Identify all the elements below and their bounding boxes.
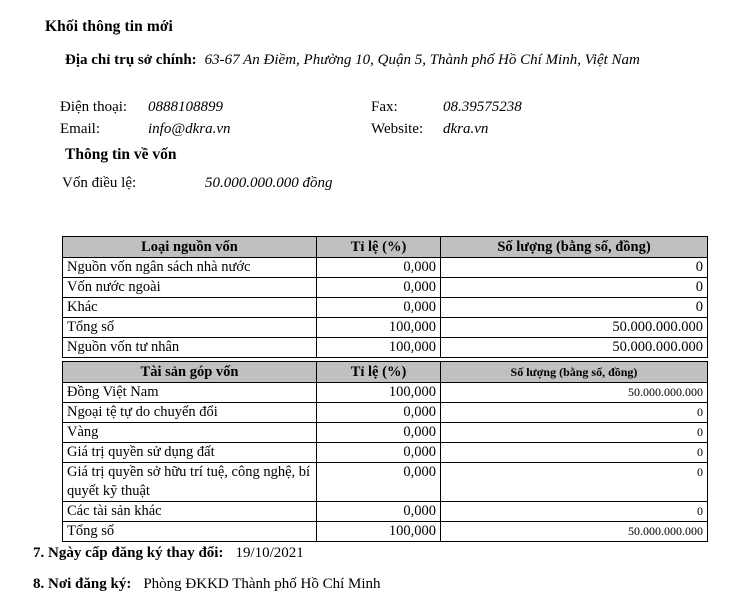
registered-address-value: 63-67 An Điềm, Phường 10, Quận 5, Thành phố Hồ Chí Minh, Việt Nam xyxy=(204,52,640,68)
table-row xyxy=(63,258,708,278)
table-header-row xyxy=(63,362,708,383)
cell-amount: 50.000.000.000 xyxy=(441,383,708,403)
charter-capital-row xyxy=(62,173,462,194)
cell-row-label-text: Giá trị quyền sở hữu trí tuệ, công nghệ, bí quyết kỹ thuật xyxy=(67,464,311,499)
cell-row-label xyxy=(63,423,317,443)
change-date-label: 7. Ngày cấp đăng ký thay đổi: xyxy=(33,545,224,561)
table-row xyxy=(63,403,708,423)
cell-ratio: 100,000 xyxy=(317,522,441,542)
column-header-asset-type: Tài sản góp vốn xyxy=(63,362,317,383)
table-row xyxy=(63,463,708,502)
cell-amount: 0 xyxy=(441,298,708,318)
cell-ratio: 0,000 xyxy=(317,278,441,298)
cell-ratio: 0,000 xyxy=(317,403,441,423)
cell-amount: 50.000.000.000 xyxy=(441,338,708,358)
registration-office-label: 8. Nơi đăng ký: xyxy=(33,576,132,592)
capital-section-title: Thông tin về vốn xyxy=(65,146,177,163)
contact-line-email-website xyxy=(60,118,700,140)
cell-row-label-text: Ngoại tệ tự do chuyển đổi xyxy=(67,404,218,420)
cell-amount: 0 xyxy=(441,463,708,502)
table-row xyxy=(63,318,708,338)
cell-ratio: 0,000 xyxy=(317,258,441,278)
phone-value: 0888108899 xyxy=(148,99,223,115)
footer-item-registration-office xyxy=(33,574,381,594)
email-value: info@dkra.vn xyxy=(148,121,231,137)
table-header-row xyxy=(63,237,708,258)
cell-row-label-text: Khác xyxy=(67,299,98,315)
cell-amount: 50.000.000.000 xyxy=(441,318,708,338)
cell-row-label-text: Nguồn vốn ngân sách nhà nước xyxy=(67,259,251,275)
cell-ratio: 0,000 xyxy=(317,443,441,463)
cell-row-label-text: Vàng xyxy=(67,424,99,440)
column-header-ratio: Tỉ lệ (%) xyxy=(317,362,441,383)
cell-amount: 0 xyxy=(441,502,708,522)
cell-row-label xyxy=(63,443,317,463)
registered-address-row xyxy=(65,49,705,72)
website-label: Website: xyxy=(371,121,424,137)
table-row xyxy=(63,338,708,358)
cell-ratio: 100,000 xyxy=(317,383,441,403)
charter-capital-label: Vốn điều lệ: xyxy=(62,175,137,191)
email-label: Email: xyxy=(60,121,100,137)
cell-row-label-text: Nguồn vốn tư nhân xyxy=(67,339,180,355)
table-capital-sources-body xyxy=(63,258,708,358)
cell-row-label-text: Đồng Việt Nam xyxy=(67,384,159,400)
cell-row-label xyxy=(63,298,317,318)
fax-label: Fax: xyxy=(371,99,398,115)
cell-ratio: 0,000 xyxy=(317,502,441,522)
column-header-amount: Số lượng (bằng số, đồng) xyxy=(441,362,708,383)
cell-ratio: 0,000 xyxy=(317,463,441,502)
cell-row-label-text: Các tài sản khác xyxy=(67,503,162,519)
cell-row-label xyxy=(63,502,317,522)
cell-ratio: 100,000 xyxy=(317,318,441,338)
cell-row-label xyxy=(63,463,317,502)
website-value: dkra.vn xyxy=(443,121,489,137)
table-row xyxy=(63,502,708,522)
cell-row-label-text: Tổng số xyxy=(67,319,115,335)
block-title: Khối thông tin mới xyxy=(45,18,173,35)
cell-row-label xyxy=(63,338,317,358)
cell-ratio: 100,000 xyxy=(317,338,441,358)
contact-line-phone-fax xyxy=(60,96,700,118)
table-row xyxy=(63,522,708,542)
cell-amount: 0 xyxy=(441,403,708,423)
cell-row-label xyxy=(63,383,317,403)
table-row xyxy=(63,383,708,403)
column-header-source-type: Loại nguồn vốn xyxy=(63,237,317,258)
registration-office-value: Phòng ĐKKD Thành phố Hồ Chí Minh xyxy=(143,576,381,592)
table-capital-assets xyxy=(62,361,708,542)
cell-row-label xyxy=(63,522,317,542)
footer-item-change-date xyxy=(33,543,304,563)
cell-amount: 0 xyxy=(441,278,708,298)
cell-row-label xyxy=(63,278,317,298)
table-row xyxy=(63,423,708,443)
cell-ratio: 0,000 xyxy=(317,423,441,443)
phone-label: Điện thoại: xyxy=(60,99,128,115)
table-row xyxy=(63,443,708,463)
registered-address-label: Địa chỉ trụ sở chính: xyxy=(65,52,197,68)
contact-details xyxy=(60,96,700,140)
column-header-amount: Số lượng (bằng số, đồng) xyxy=(441,237,708,258)
cell-row-label-text: Vốn nước ngoài xyxy=(67,279,161,295)
cell-row-label xyxy=(63,258,317,278)
table-capital-sources xyxy=(62,236,708,358)
cell-row-label-text: Giá trị quyền sử dụng đất xyxy=(67,444,215,460)
cell-row-label xyxy=(63,318,317,338)
table-capital-assets-body xyxy=(63,383,708,542)
cell-row-label-text: Tổng số xyxy=(67,523,115,539)
cell-amount: 50.000.000.000 xyxy=(441,522,708,542)
cell-amount: 0 xyxy=(441,423,708,443)
cell-amount: 0 xyxy=(441,443,708,463)
change-date-value: 19/10/2021 xyxy=(235,545,304,561)
cell-ratio: 0,000 xyxy=(317,298,441,318)
cell-row-label xyxy=(63,403,317,423)
table-row xyxy=(63,298,708,318)
table-row xyxy=(63,278,708,298)
column-header-ratio: Tỉ lệ (%) xyxy=(317,237,441,258)
cell-amount: 0 xyxy=(441,258,708,278)
fax-value: 08.39575238 xyxy=(443,99,522,115)
charter-capital-value: 50.000.000.000 đồng xyxy=(205,175,333,191)
